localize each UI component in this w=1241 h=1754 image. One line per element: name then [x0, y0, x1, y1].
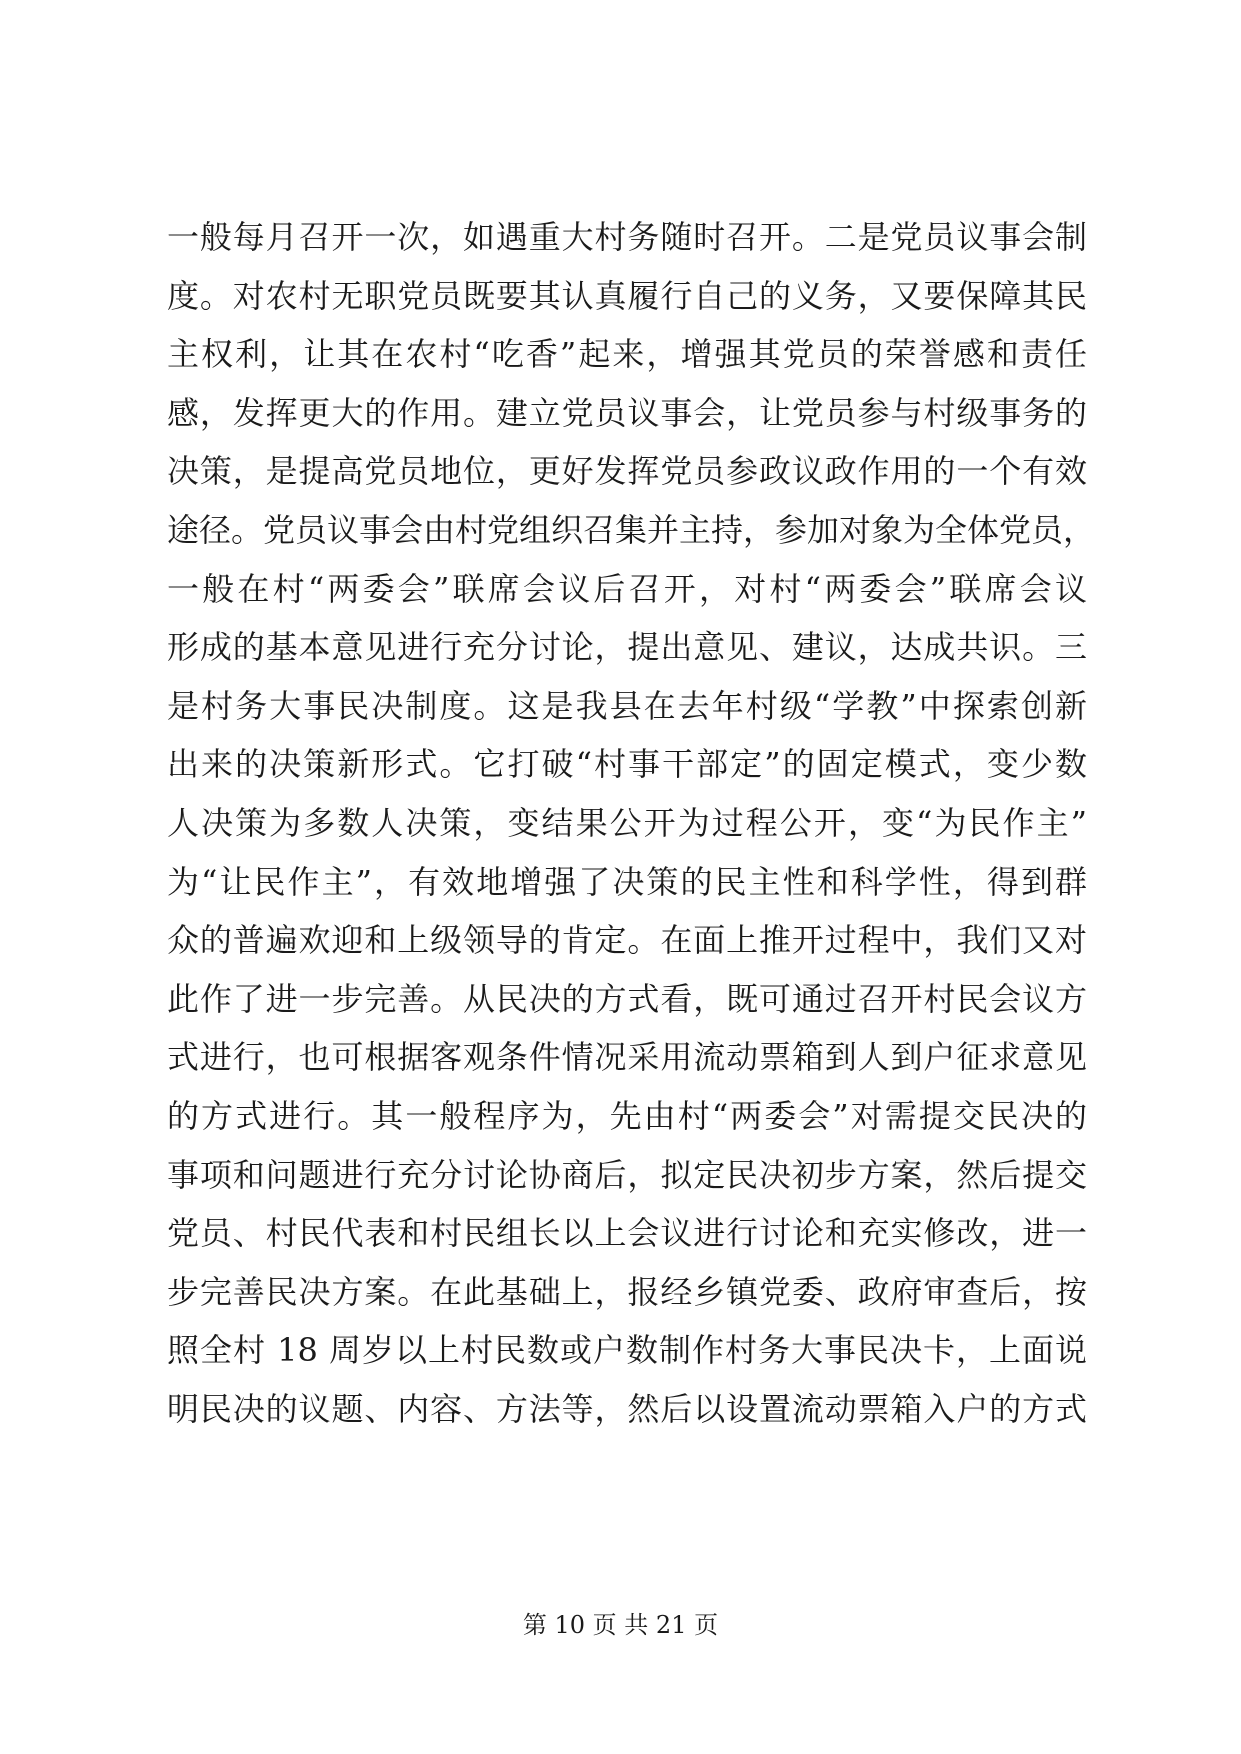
text-line: 步完善民决方案。在此基础上，报经乡镇党委、政府审查后，按	[167, 1272, 1087, 1311]
text-line: 事项和问题进行充分讨论协商后，拟定民决初步方案，然后提交	[167, 1155, 1087, 1194]
text-line: 人决策为多数人决策，变结果公开为过程公开，变“为民作主”	[167, 803, 1087, 842]
text-line: 主权利，让其在农村“吃香”起来，增强其党员的荣誉感和责任	[167, 335, 1087, 374]
text-line: 一般每月召开一次，如遇重大村务随时召开。二是党员议事会制	[167, 218, 1087, 256]
text-line: 一般在村“两委会”联席会议后召开，对村“两委会”联席会议	[167, 569, 1087, 608]
page-footer: 第 10 页 共 21 页	[522, 1611, 719, 1639]
text-line: 党员、村民代表和村民组长以上会议进行讨论和充实修改，进一	[167, 1214, 1087, 1253]
text-line: 此作了进一步完善。从民决的方式看，既可通过召开村民会议方	[167, 979, 1087, 1018]
text-line: 出来的决策新形式。它打破“村事干部定”的固定模式，变少数	[167, 745, 1087, 784]
text-line: 决策，是提高党员地位，更好发挥党员参政议政作用的一个有效	[167, 452, 1087, 491]
text-line: 照全村 18 周岁以上村民数或户数制作村务大事民决卡，上面说	[167, 1331, 1087, 1370]
text-line: 度。对农村无职党员既要其认真履行自己的义务，又要保障其民	[167, 276, 1087, 315]
text-line: 感，发挥更大的作用。建立党员议事会，让党员参与村级事务的	[167, 393, 1087, 432]
text-line: 明民决的议题、内容、方法等，然后以设置流动票箱入户的方式	[167, 1389, 1087, 1428]
body-text	[167, 208, 1096, 1438]
text-line: 的方式进行。其一般程序为，先由村“两委会”对需提交民决的	[167, 1096, 1087, 1135]
text-line: 途径。党员议事会由村党组织召集并主持，参加对象为全体党员，	[167, 510, 1096, 549]
text-line: 形成的基本意见进行充分讨论，提出意见、建议，达成共识。三	[167, 628, 1087, 667]
text-line: 为“让民作主”，有效地增强了决策的民主性和科学性，得到群	[167, 862, 1087, 901]
text-line: 式进行，也可根据客观条件情况采用流动票箱到人到户征求意见	[167, 1038, 1087, 1077]
text-line: 众的普遍欢迎和上级领导的肯定。在面上推开过程中，我们又对	[167, 921, 1087, 960]
text-line: 是村务大事民决制度。这是我县在去年村级“学教”中探索创新	[167, 686, 1087, 725]
